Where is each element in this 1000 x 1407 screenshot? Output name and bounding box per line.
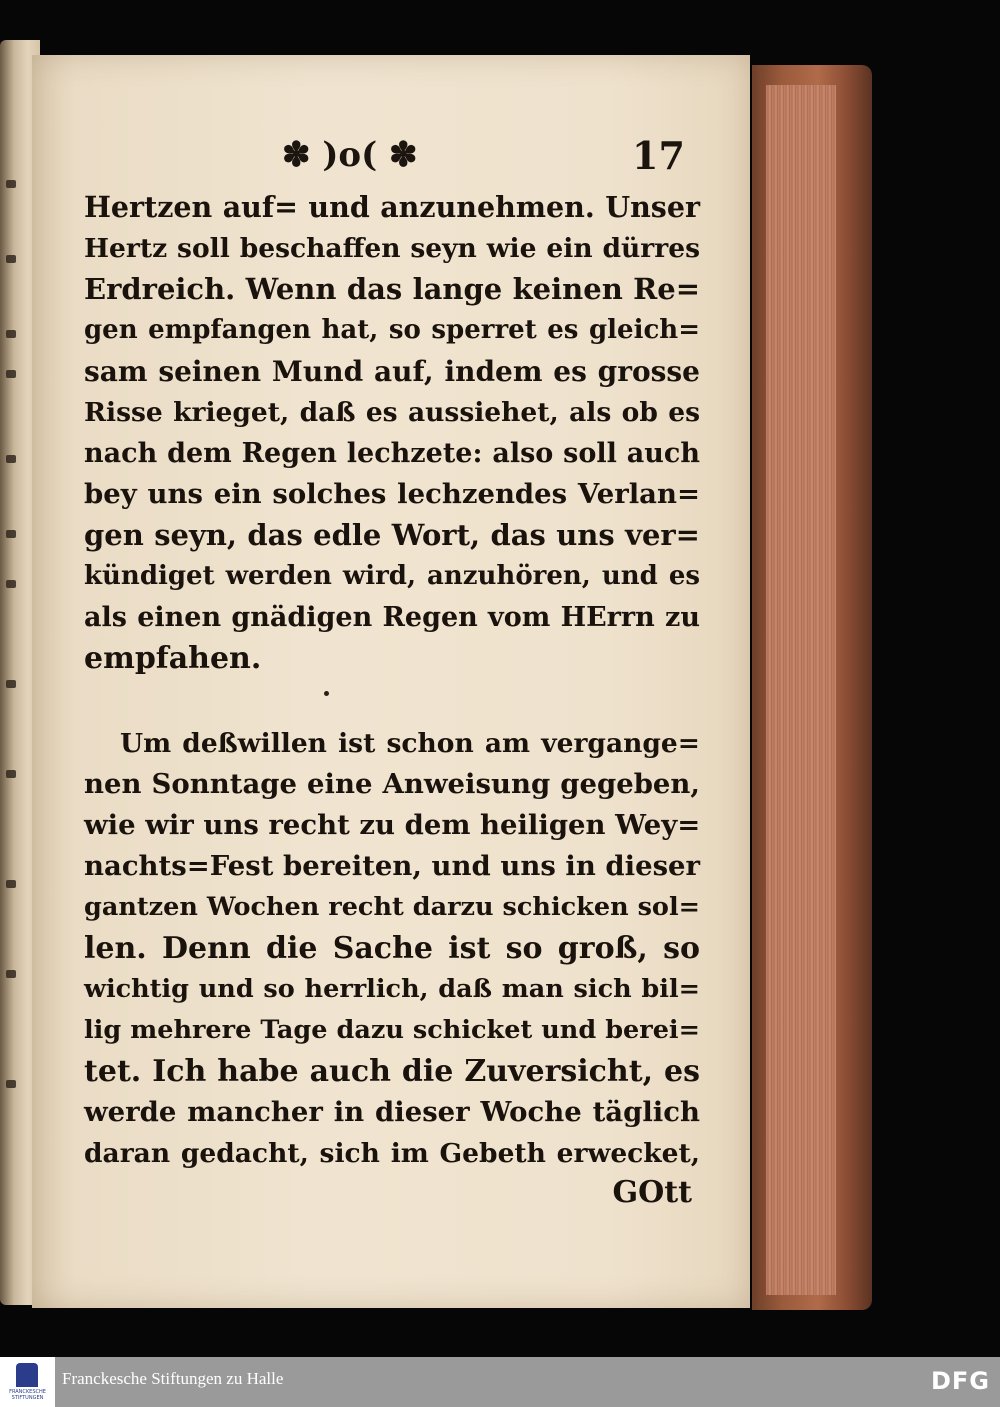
text-line: Erdreich. Wenn das lange keinen Re= [84, 272, 700, 306]
page-text [84, 187, 700, 1174]
bleed-mark [6, 180, 16, 188]
text-line: wie wir uns recht zu dem heiligen Wey= [84, 809, 701, 841]
paragraph-2 [84, 723, 700, 1174]
text-line: wichtig und so herrlich, daß man sich bil= [84, 974, 700, 1004]
page-number: 17 [632, 133, 685, 178]
text-line: kündiget werden wird, anzuhören, und es [84, 561, 700, 591]
bleed-mark [6, 770, 16, 778]
text-line: tet. Ich habe auch die Zuversicht, es [84, 1054, 700, 1089]
institution-logo[interactable] [0, 1357, 55, 1407]
text-line: Hertzen auf= und anzunehmen. Unser [84, 190, 700, 224]
page-header [32, 135, 750, 185]
footer-bar [0, 1357, 1000, 1407]
page-block-edge [766, 85, 836, 1295]
text-line: daran gedacht, sich im Gebeth erwecket, [84, 1138, 700, 1169]
bleed-mark [6, 255, 16, 263]
logo-text: FRANCKESCHE STIFTUNGEN [9, 1389, 46, 1401]
ink-dot [324, 691, 329, 696]
text-line: gen seyn, das edle Wort, das uns ver= [84, 518, 700, 552]
text-line: als einen gnädigen Regen vom HErrn zu [84, 602, 700, 633]
bleed-mark [6, 680, 16, 688]
institution-name[interactable]: Franckesche Stiftungen zu Halle [62, 1369, 284, 1388]
text-line: nachts=Fest bereiten, und uns in dieser [84, 850, 701, 882]
bleed-mark [6, 1080, 16, 1088]
text-line: nen Sonntage eine Anweisung gegeben, [84, 768, 700, 800]
bleed-mark [6, 580, 16, 588]
text-line: Um deßwillen ist schon am vergange= [120, 728, 700, 759]
text-line: lig mehrere Tage dazu schicket und berei= [84, 1015, 700, 1045]
text-line: werde mancher in dieser Woche täglich [84, 1096, 700, 1128]
bleed-mark [6, 455, 16, 463]
paragraph-1 [84, 187, 700, 679]
bleed-mark [6, 970, 16, 978]
text-line: len. Denn die Sache ist so groß, so [84, 931, 700, 966]
header-ornament: ✽ )o( ✽ [282, 135, 418, 175]
bleed-mark [6, 370, 16, 378]
book-page [32, 55, 750, 1308]
bleed-mark [6, 530, 16, 538]
bleed-mark [6, 880, 16, 888]
bleed-mark [6, 330, 16, 338]
text-line: empfahen. [84, 641, 262, 676]
text-line: Hertz soll beschaffen seyn wie ein dürres [84, 233, 700, 264]
text-line: nach dem Regen lechzete: also soll auch [84, 438, 700, 469]
text-line: sam seinen Mund auf, indem es grosse [84, 355, 700, 388]
paragraph-gap [84, 679, 700, 723]
building-icon [16, 1363, 38, 1387]
text-line: Risse krieget, daß es aussiehet, als ob es [84, 397, 700, 428]
catchword: GOtt [612, 1175, 692, 1210]
text-line: gantzen Wochen recht darzu schicken sol= [84, 892, 700, 922]
text-line: bey uns ein solches lechzendes Verlan= [84, 478, 700, 510]
text-line: gen empfangen hat, so sperret es gleich= [84, 315, 700, 345]
dfg-logo[interactable]: DFG [930, 1367, 990, 1395]
